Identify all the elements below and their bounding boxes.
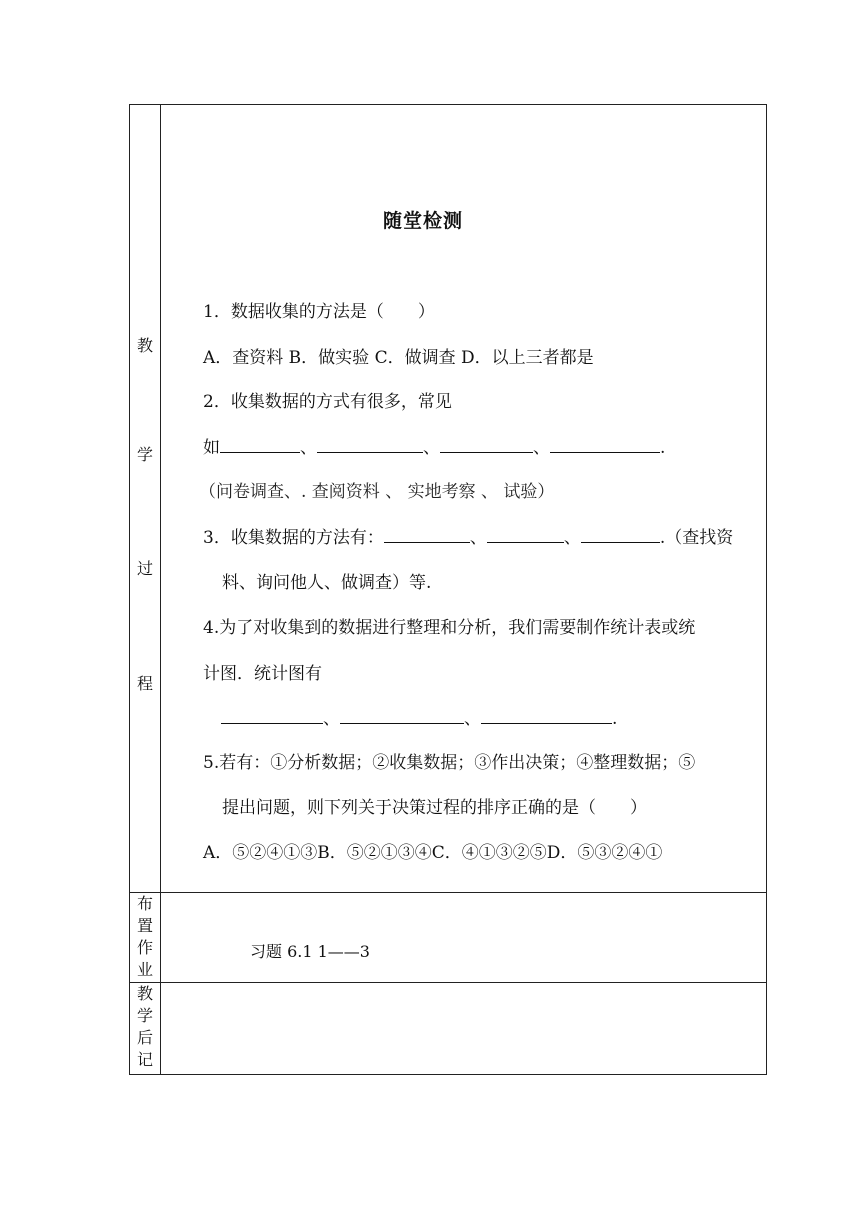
teaching-process-row — [130, 105, 767, 893]
lesson-plan-table — [129, 104, 767, 1075]
question-4-blanks — [221, 704, 617, 729]
side-label-char: 教 — [136, 336, 153, 355]
teaching-process-label — [130, 105, 161, 893]
answer-blank — [221, 706, 323, 724]
separator: 、 — [469, 528, 487, 548]
homework-row — [130, 893, 767, 983]
homework-label — [130, 893, 161, 983]
side-label-char: 过 — [136, 559, 153, 578]
answer-blank — [581, 525, 660, 543]
notes-label — [130, 983, 161, 1075]
answer-blank — [481, 706, 612, 724]
answer-blank — [550, 435, 660, 453]
separator: 、 — [563, 528, 581, 548]
separator: 、 — [423, 438, 440, 458]
side-label-char: 程 — [136, 674, 153, 693]
separator: 、 — [323, 709, 340, 729]
period: . — [660, 438, 666, 458]
notes-row — [130, 983, 767, 1075]
question-5-line2: 提出问题，则下列关于决策过程的排序正确的是（ ） — [222, 798, 647, 818]
question-2-prefix: 如 — [203, 438, 220, 458]
answer-blank — [220, 435, 300, 453]
side-label-char: 业 — [136, 960, 153, 979]
question-1-options: A．查资料 B．做实验 C．做调查 D．以上三者都是 — [203, 348, 594, 368]
question-3-prefix: 3．收集数据的方法有： — [203, 528, 384, 548]
question-1: 1．数据收集的方法是（ ） — [203, 302, 435, 322]
section-title: 随堂检测 — [383, 210, 464, 232]
answer-blank — [317, 435, 423, 453]
answer-blank — [440, 435, 533, 453]
answer-blank — [384, 525, 470, 543]
separator: 、 — [300, 438, 317, 458]
side-label-char: 学 — [136, 1006, 153, 1025]
period: . — [612, 709, 618, 729]
notes-content — [161, 983, 767, 1075]
question-5: 5.若有：①分析数据；②收集数据；③作出决策；④整理数据；⑤ — [203, 753, 696, 773]
side-label-char: 作 — [136, 938, 153, 957]
homework-content — [161, 893, 767, 983]
question-2-answer: （问卷调查、. 查阅资料 、 实地考察 、 试验） — [199, 482, 555, 502]
side-label-char: 记 — [136, 1050, 153, 1069]
side-label-char: 布 — [136, 894, 153, 913]
question-3 — [203, 523, 733, 548]
side-label-char: 教 — [136, 984, 153, 1003]
separator: 、 — [533, 438, 550, 458]
question-3-answer-b: 料、询问他人、做调查）等. — [222, 573, 432, 593]
side-label-char: 后 — [136, 1028, 153, 1047]
quiz-content — [161, 105, 767, 893]
side-label-char: 置 — [136, 916, 153, 935]
side-label-char: 学 — [136, 445, 153, 464]
homework-text: 习题 6.1 1——3 — [250, 942, 370, 961]
question-4: 4.为了对收集到的数据进行整理和分析，我们需要制作统计表或统 — [203, 618, 696, 638]
answer-blank — [340, 706, 464, 724]
separator: 、 — [464, 709, 481, 729]
question-2: 2．收集数据的方式有很多，常见 — [203, 392, 452, 412]
question-4-line2: 计图．统计图有 — [203, 664, 322, 684]
question-2-blanks — [203, 433, 665, 458]
question-5-options: A．⑤②④①③B．⑤②①③④C．④①③②⑤D．⑤③②④① — [203, 843, 663, 863]
question-3-answer-a: .（查找资 — [659, 528, 734, 548]
answer-blank — [487, 525, 564, 543]
